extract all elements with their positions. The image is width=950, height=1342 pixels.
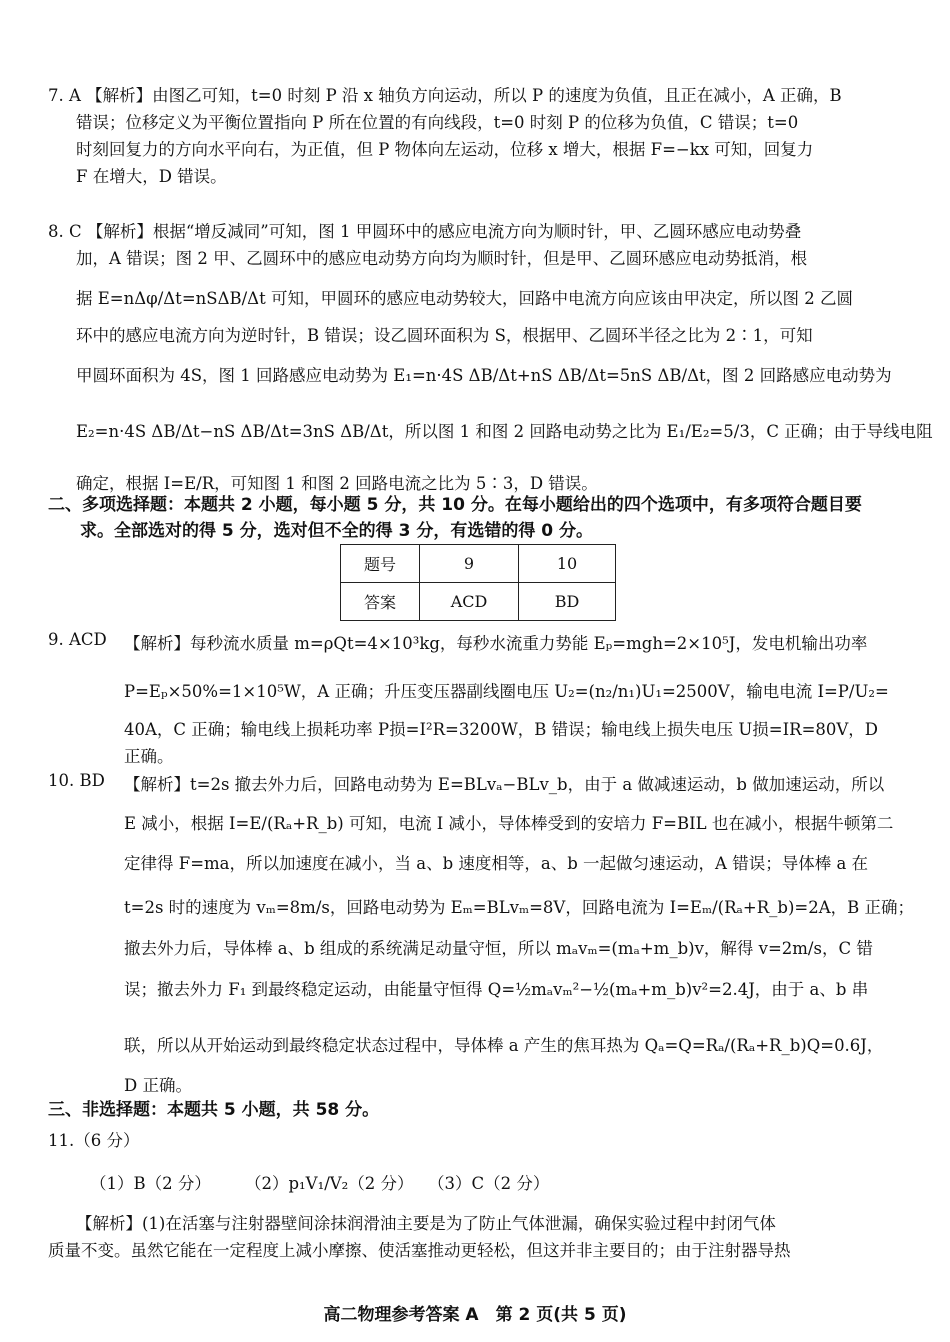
table-cell: 题号	[341, 545, 420, 583]
table-cell: ACD	[420, 583, 519, 621]
q9-label: 9. ACD	[48, 630, 107, 649]
section2-line2: 求。全部选对的得 5 分，选对但不全的得 3 分，有选错的得 0 分。	[80, 521, 593, 541]
table-row	[341, 545, 616, 583]
q8-line2: 加，A 错误；图 2 甲、乙圆环中的感应电动势方向均为顺时针，但是甲、乙圆环感应电动势抵消，根	[76, 249, 808, 268]
section2-line1: 二、多项选择题：本题共 2 小题，每小题 5 分，共 10 分。在每小题给出的四个选项中，有多项符合题目要	[48, 495, 862, 515]
table-cell: BD	[519, 583, 616, 621]
q8-line7: 确定，根据 I=E/R，可知图 1 和图 2 回路电流之比为 5∶3，D 错误。	[76, 474, 598, 493]
q11-line1: 【解析】(1)在活塞与注射器壁间涂抹润滑油主要是为了防止气体泄漏，确保实验过程中封闭气体	[76, 1214, 776, 1233]
q10-line5: 撤去外力后，导体棒 a、b 组成的系统满足动量守恒，所以 mₐvₘ=(mₐ+m_b)v，解得 v=2m/s，C 错	[124, 939, 873, 958]
q10-label: 10. BD	[48, 771, 105, 790]
q10-line7: 联，所以从开始运动到最终稳定状态过程中，导体棒 a 产生的焦耳热为 Qₐ=Q=Rₐ/(Rₐ+R_b)Q=0.6J，	[124, 1036, 884, 1055]
q8-line1: 8. C 【解析】根据“增反减同”可知，图 1 甲圆环中的感应电流方向为顺时针，甲、乙圆环感应电动势叠	[48, 222, 802, 241]
q10-line8: D 正确。	[124, 1076, 192, 1095]
table-row	[341, 583, 616, 621]
q9-line3: 40A，C 正确；输电线上损耗功率 P损=I²R=3200W，B 错误；输电线上损失电压 U损=IR=80V，D	[124, 720, 879, 739]
q11-answer1: （1）B（2 分）	[90, 1174, 211, 1193]
q8-line3: 据 E=nΔφ/Δt=nSΔB/Δt 可知，甲圆环的感应电动势较大，回路中电流方向应该由甲决定，所以图 2 乙圆	[76, 289, 853, 308]
q7-line1: 7. A 【解析】由图乙可知，t=0 时刻 P 沿 x 轴负方向运动，所以 P 的速度为负值，且正在减小，A 正确，B	[48, 86, 842, 105]
q8-line6: E₂=n·4S ΔB/Δt−nS ΔB/Δt=3nS ΔB/Δt，所以图 1 和图 2 回路电动势之比为 E₁/E₂=5/3，C 正确；由于导线电阻	[76, 422, 933, 441]
q10-line6: 误；撤去外力 F₁ 到最终稳定运动，由能量守恒得 Q=½mₐvₘ²−½(mₐ+m_b)v²=2.4J，由于 a、b 串	[124, 980, 869, 999]
answer-table	[340, 544, 616, 621]
q9-line4: 正确。	[124, 747, 174, 766]
q11-line2: 质量不变。虽然它能在一定程度上减小摩擦、使活塞推动更轻松，但这并非主要目的；由于注射器导热	[48, 1241, 791, 1260]
q7-line2: 错误；位移定义为平衡位置指向 P 所在位置的有向线段，t=0 时刻 P 的位移为负值，C 错误；t=0	[76, 113, 799, 132]
q9-line1: 【解析】每秒流水质量 m=ρQt=4×10³kg，每秒水流重力势能 Eₚ=mgh=2×10⁵J，发电机输出功率	[124, 634, 868, 653]
q8-line5: 甲圆环面积为 4S，图 1 回路感应电动势为 E₁=n·4S ΔB/Δt+nS ΔB/Δt=5nS ΔB/Δt，图 2 回路感应电动势为	[76, 366, 892, 385]
section3-heading: 三、非选择题：本题共 5 小题，共 58 分。	[48, 1100, 380, 1120]
table-cell: 10	[519, 545, 616, 583]
q10-line1: 【解析】t=2s 撤去外力后，回路电动势为 E=BLvₐ−BLv_b，由于 a 做减速运动，b 做加速运动，所以	[124, 775, 885, 794]
q10-line2: E 减小，根据 I=E/(Rₐ+R_b) 可知，电流 I 减小，导体棒受到的安培力 F=BIL 也在减小，根据牛顿第二	[124, 814, 894, 833]
q7-line4: F 在增大，D 错误。	[76, 167, 227, 186]
page-footer: 高二物理参考答案 A 第 2 页(共 5 页)	[323, 1305, 627, 1325]
q10-line3: 定律得 F=ma，所以加速度在减小，当 a、b 速度相等，a、b 一起做匀速运动，A 错误；导体棒 a 在	[124, 854, 869, 873]
q10-line4: t=2s 时的速度为 vₘ=8m/s，回路电动势为 Eₘ=BLvₘ=8V，回路电流为 I=Eₘ/(Rₐ+R_b)=2A，B 正确；	[124, 898, 914, 917]
q11-heading: 11.（6 分）	[48, 1131, 140, 1150]
q8-line4: 环中的感应电流方向为逆时针，B 错误；设乙圆环面积为 S，根据甲、乙圆环半径之比为 2∶1，可知	[76, 326, 813, 345]
q11-answer3: （3）C（2 分）	[428, 1174, 550, 1193]
q7-line3: 时刻回复力的方向水平向右，为正值，但 P 物体向左运动，位移 x 增大，根据 F=−kx 可知，回复力	[76, 140, 814, 159]
table-cell: 9	[420, 545, 519, 583]
table-cell: 答案	[341, 583, 420, 621]
q11-answer2: （2）p₁V₁/V₂（2 分）	[245, 1174, 414, 1193]
q9-line2: P=Eₚ×50%=1×10⁵W，A 正确；升压变压器副线圈电压 U₂=(n₂/n₁)U₁=2500V，输电电流 I=P/U₂=	[124, 682, 889, 701]
